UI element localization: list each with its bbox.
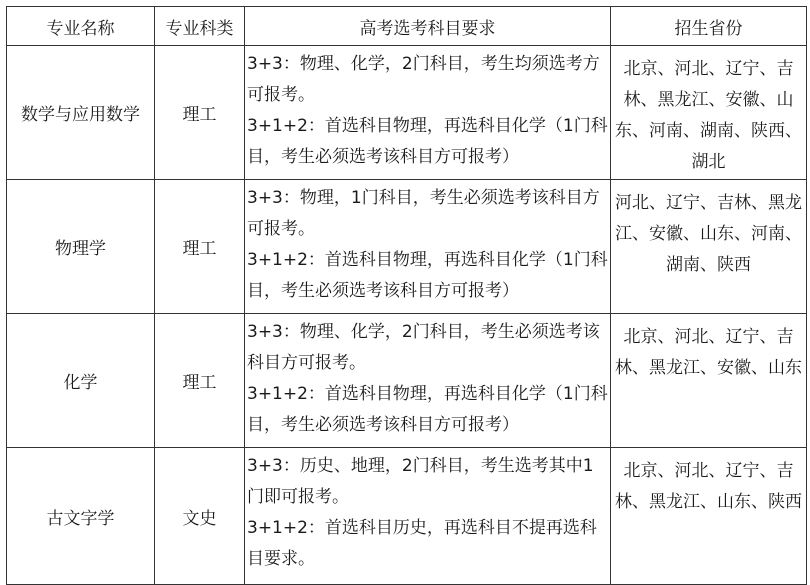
header-major-category: 专业科类 <box>155 7 245 46</box>
requirement-3plus1plus2: 3+1+2：首选科目物理，再选科目化学（1门科目，考生必须选考该科目方可报考） <box>247 116 608 167</box>
major-category-cell: 文史 <box>155 448 245 585</box>
header-subject-requirements: 高考选考科目要求 <box>245 7 611 46</box>
major-category-cell: 理工 <box>155 180 245 314</box>
table-row <box>7 314 807 448</box>
header-major-name: 专业名称 <box>7 7 155 46</box>
requirements-cell <box>245 448 611 585</box>
provinces-cell: 北京、河北、辽宁、吉林、黑龙江、安徽、山东、河南、湖南、陕西、湖北 <box>611 46 807 180</box>
table-row <box>7 448 807 585</box>
requirements-cell <box>245 180 611 314</box>
admission-requirements-table <box>6 6 807 585</box>
provinces-cell: 北京、河北、辽宁、吉林、黑龙江、山东、陕西 <box>611 448 807 585</box>
major-name-cell: 化学 <box>7 314 155 448</box>
requirement-3plus3: 3+3：历史、地理，2门科目，考生选考其中1门即可报考。 <box>247 456 594 507</box>
major-name-cell: 物理学 <box>7 180 155 314</box>
requirement-3plus1plus2: 3+1+2：首选科目物理，再选科目化学（1门科目，考生必须选考该科目方可报考） <box>247 250 608 301</box>
requirement-3plus1plus2: 3+1+2：首选科目物理，再选科目化学（1门科目，考生必须选考该科目方可报考） <box>247 384 608 435</box>
header-provinces: 招生省份 <box>611 7 807 46</box>
table-header-row <box>7 7 807 46</box>
major-category-cell: 理工 <box>155 46 245 180</box>
requirement-3plus1plus2: 3+1+2：首选科目历史，再选科目不提再选科目要求。 <box>247 518 597 569</box>
requirements-cell <box>245 314 611 448</box>
requirements-cell <box>245 46 611 180</box>
major-name-cell: 数学与应用数学 <box>7 46 155 180</box>
provinces-cell: 北京、河北、辽宁、吉林、黑龙江、安徽、山东 <box>611 314 807 448</box>
major-category-cell: 理工 <box>155 314 245 448</box>
requirement-3plus3: 3+3：物理、化学，2门科目，考生均须选考方可报考。 <box>247 54 600 105</box>
table-row <box>7 180 807 314</box>
requirement-3plus3: 3+3：物理，1门科目，考生必须选考该科目方可报考。 <box>247 188 600 239</box>
provinces-cell: 河北、辽宁、吉林、黑龙江、安徽、山东、河南、湖南、陕西 <box>611 180 807 314</box>
requirement-3plus3: 3+3：物理、化学，2门科目，考生必须选考该科目方可报考。 <box>247 322 600 373</box>
major-name-cell: 古文字学 <box>7 448 155 585</box>
table-row <box>7 46 807 180</box>
